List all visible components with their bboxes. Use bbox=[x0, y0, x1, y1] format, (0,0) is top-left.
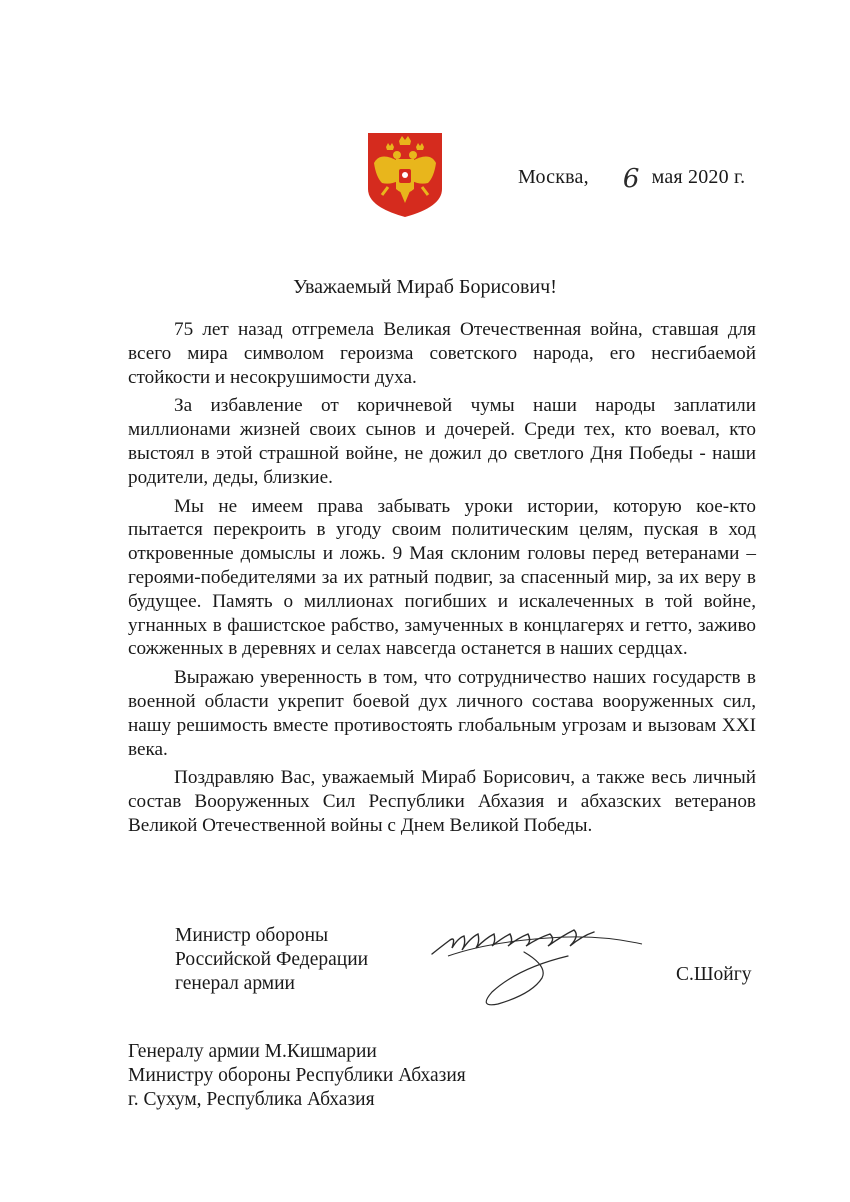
month-year: мая 2020 г. bbox=[651, 166, 746, 188]
handwritten-day: 6 bbox=[622, 164, 640, 194]
signatory-title bbox=[175, 924, 368, 996]
paragraph: 75 лет назад отгремела Великая Отечественная война, ставшая для всего мира символом героизма советского народа, его несгибаемой стойкости и несокрушимости духа. bbox=[128, 319, 756, 388]
letter-body bbox=[128, 318, 756, 843]
paragraph: Мы не имеем права забывать уроки истории, которую кое-кто пытается перекроить в угоду своим политическим целям, пуская в ход откровенные домыслы и ложь. 9 Мая склоним головы перед ветеранами – героями-победителями за их ратный подвиг, за спасенный мир, за их веру в будущее. Память о миллионах погибших и искалеченных в той войне, угнанных в фашистское рабство, замученных в концлагерях и гетто, заживо сожженных в деревнях и селах навсегда останется в наших сердцах. bbox=[128, 495, 756, 660]
addressee-line: г. Сухум, Республика Абхазия bbox=[128, 1089, 375, 1110]
signatory-title-line: Министр обороны bbox=[175, 925, 329, 946]
handwritten-signature-icon bbox=[428, 916, 658, 1016]
signatory-title-line: Российской Федерации bbox=[175, 949, 369, 970]
place-and-date bbox=[518, 160, 746, 194]
paragraph: Поздравляю Вас, уважаемый Мираб Борисович, а также весь личный состав Вооруженных Сил Республики Абхазия и абхазских ветеранов Великой Отечественной войны с Днем Великой Победы. bbox=[128, 767, 756, 836]
salutation: Уважаемый Мираб Борисович! bbox=[293, 276, 557, 298]
paragraph: За избавление от коричневой чумы наши народы заплатили миллионами жизней своих сынов и дочерей. Среди тех, кто воевал, кто выстоял в этой страшной войне, не дожил до светлого Дня Победы - наши родители, деды, близкие. bbox=[128, 395, 756, 488]
addressee-line: Министру обороны Республики Абхазия bbox=[128, 1065, 466, 1086]
addressee-block bbox=[128, 1040, 466, 1112]
russian-coat-of-arms-icon bbox=[366, 131, 444, 219]
paragraph: Выражаю уверенность в том, что сотрудничество наших государств в военной области укрепит боевой дух личного состава вооруженных сил, нашу решимость вместе противостоять глобальным угрозам и вызовам XXI века. bbox=[128, 667, 756, 760]
city: Москва, bbox=[518, 166, 589, 188]
signatory-name: С.Шойгу bbox=[676, 964, 752, 985]
addressee-line: Генералу армии М.Кишмарии bbox=[128, 1041, 377, 1062]
signatory-title-line: генерал армии bbox=[175, 973, 295, 994]
